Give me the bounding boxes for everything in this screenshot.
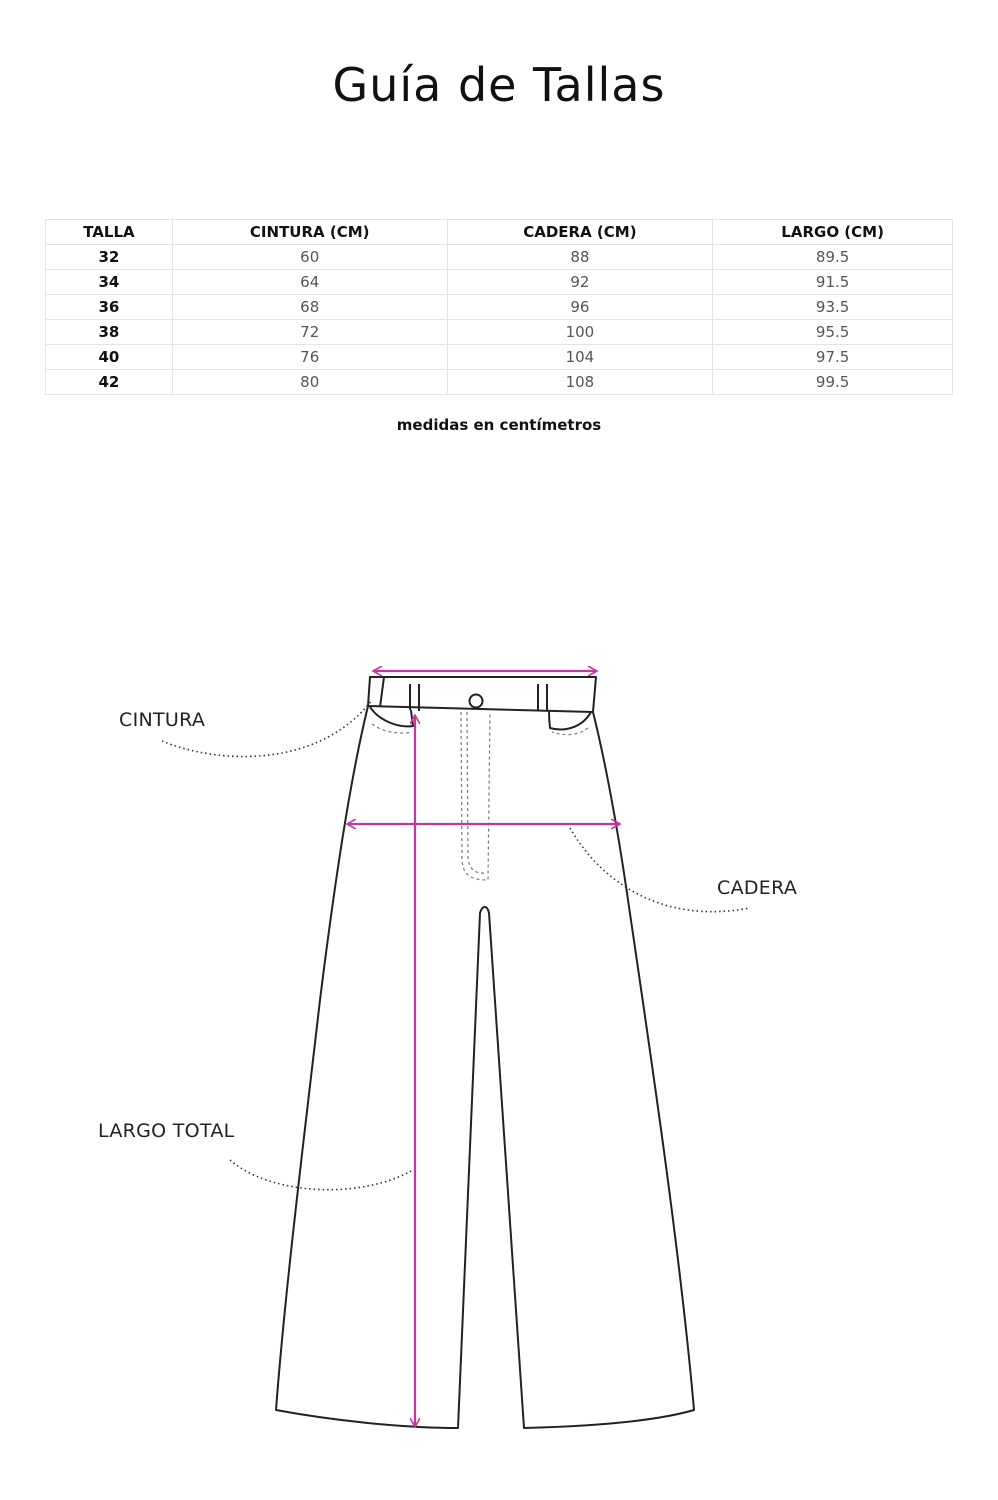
header-largo: LARGO (CM): [713, 220, 953, 245]
pants-stitching: [372, 712, 588, 880]
cell-largo: 91.5: [713, 270, 953, 295]
cell-cadera: 100: [447, 320, 713, 345]
cell-cadera: 108: [447, 370, 713, 395]
measure-lines: [348, 671, 619, 1426]
units-note: medidas en centímetros: [396, 416, 602, 434]
cell-cintura: 76: [172, 345, 447, 370]
leader-lines: [162, 700, 750, 1190]
cell-talla: 42: [46, 370, 173, 395]
cell-cadera: 92: [447, 270, 713, 295]
page-title: Guía de Tallas: [332, 58, 666, 112]
largo-leader: [230, 1160, 413, 1190]
cell-cadera: 96: [447, 295, 713, 320]
cell-talla: 40: [46, 345, 173, 370]
cell-talla: 36: [46, 295, 173, 320]
label-cadera: CADERA: [717, 877, 798, 899]
cell-talla: 34: [46, 270, 173, 295]
cell-cadera: 88: [447, 245, 713, 270]
cell-cadera: 104: [447, 345, 713, 370]
header-talla: TALLA: [46, 220, 173, 245]
cell-largo: 93.5: [713, 295, 953, 320]
cell-cintura: 68: [172, 295, 447, 320]
cell-largo: 89.5: [713, 245, 953, 270]
cell-cintura: 64: [172, 270, 447, 295]
header-cintura: CINTURA (CM): [172, 220, 447, 245]
label-cintura: CINTURA: [119, 709, 206, 731]
cadera-leader: [570, 828, 750, 912]
cell-talla: 32: [46, 245, 173, 270]
cell-largo: 97.5: [713, 345, 953, 370]
cell-cintura: 72: [172, 320, 447, 345]
cell-cintura: 80: [172, 370, 447, 395]
pants-outline: [276, 677, 694, 1428]
cell-talla: 38: [46, 320, 173, 345]
cell-cintura: 60: [172, 245, 447, 270]
label-largo-total: LARGO TOTAL: [98, 1120, 235, 1142]
cell-largo: 99.5: [713, 370, 953, 395]
cell-largo: 95.5: [713, 320, 953, 345]
header-cadera: CADERA (CM): [447, 220, 713, 245]
